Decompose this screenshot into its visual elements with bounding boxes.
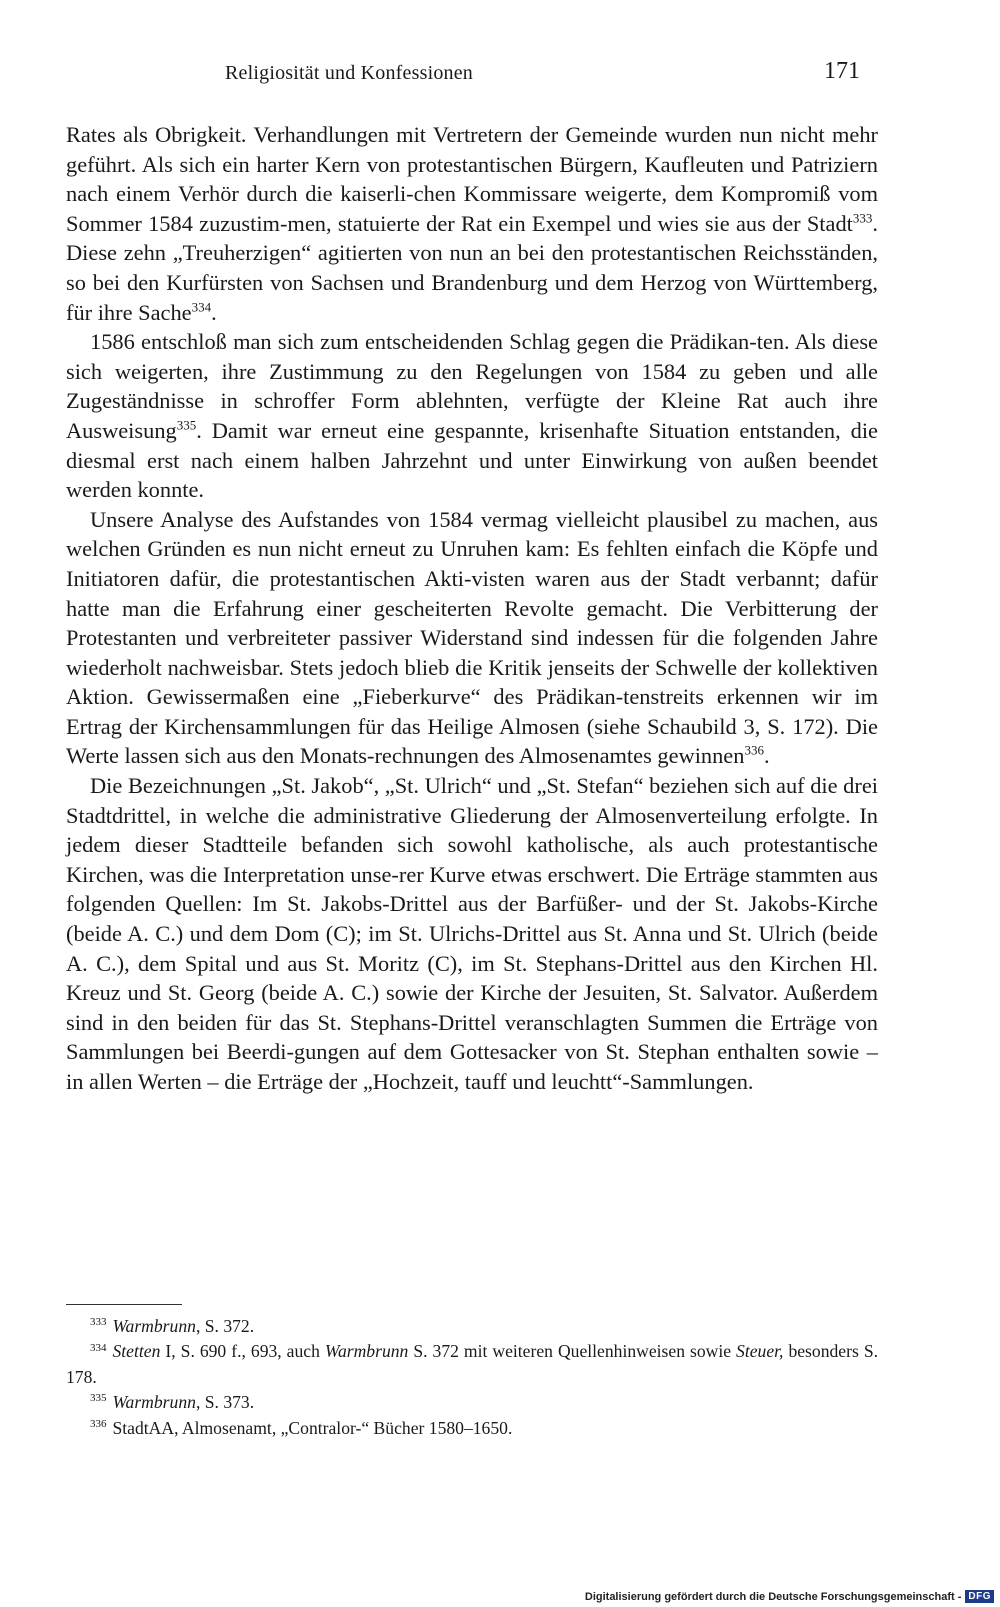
footnote-text: besonders S. 178. — [66, 1341, 879, 1387]
running-title: Religiosität und Konfessionen — [225, 62, 473, 84]
footnote-ref: 336 — [744, 743, 764, 758]
footnote-author: Steuer, — [736, 1341, 784, 1362]
footnote — [66, 1314, 878, 1339]
paragraph-text: Rates als Obrigkeit. Verhandlungen mit Vertretern der Gemeinde wurden nun nicht mehr geführt. Als sich ein harter Kern von protestantischen Bürgern, Kaufleuten und Patriziern nach einem Verhör durch die kaiserli-chen Kommissare weigerte, dem Kompromiß vom Sommer 1584 zuzustim-men, statuierte der Rat ein Exempel und wies sie aus der Stadt — [66, 122, 878, 236]
paragraph — [66, 120, 878, 327]
footnote-text: StadtAA, Almosenamt, „Contralor-“ Bücher 1580–1650. — [112, 1417, 513, 1438]
dfg-logo-icon: DFG — [965, 1590, 994, 1603]
footnote-ref: 334 — [191, 299, 212, 315]
paragraph — [66, 327, 878, 505]
footnote-ref: 333 — [852, 210, 873, 226]
footnote-separator — [66, 1304, 182, 1305]
footnote-number: 336 — [90, 1417, 107, 1430]
body-text — [66, 120, 878, 1097]
footnote-text: , S. 373. — [195, 1392, 255, 1413]
footnote-text: S. 372 mit weiteren Quellenhinweisen sowie — [408, 1341, 737, 1362]
footnotes — [66, 1314, 878, 1441]
footnote-author: Warmbrunn — [112, 1316, 196, 1336]
paragraph — [66, 771, 878, 1097]
footnote-number: 335 — [90, 1392, 107, 1405]
footnote-author: Warmbrunn — [324, 1341, 409, 1362]
paragraph — [66, 505, 878, 771]
paragraph-text: Die Bezeichnungen „St. Jakob“, „St. Ulrich“ und „St. Stefan“ beziehen sich auf die drei Stadtdrittel, in welche die administrative Gliederung der Almosenverteilung erfolgte. In jedem dieser Stadtteile befanden sich sowohl katholische, als auch protestantische Kirchen, was die Interpretation unse-rer Kurve etwas erschwert. Die Erträge stammten aus folgenden Quellen: Im St. Jakobs-Drittel aus der Barfüßer- und der St. Jakobs-Kirche (beide A. C.) und dem Dom (C); im St. Ulrichs-Drittel aus St. Anna und St. Ulrich (beide A. C.), dem Spital und aus St. Moritz (C), im St. Stephans-Drittel aus den Kirchen Hl. Kreuz und St. Georg (beide A. C.) sowie der Kirche der Jesuiten, St. Salvator. Außerdem sind in den beiden für das St. Stephans-Drittel veranschlagten Summen die Erträge von Sammlungen bei Beerdi-gungen auf dem Gottesacker von St. Stephan enthalten sowie – in allen Werten – die Erträge der „Hochzeit, tauff und leuchtt“-Sammlungen. — [66, 773, 878, 1094]
paragraph-text: . — [211, 299, 217, 325]
footnote — [66, 1339, 878, 1390]
paragraph-text: . Diese zehn „Treuherzigen“ agitierten von nun an bei den protestantischen Reichsständen, so bei den Kurfürsten von Sachsen und Brandenburg und dem Herzog von Württemberg, für ihre Sache — [66, 210, 878, 325]
paragraph-text: . — [763, 743, 770, 769]
footnote-text: , S. 372. — [195, 1316, 255, 1336]
paragraph-text: 1586 entschloß man sich zum entscheidenden Schlag gegen die Prädikan-ten. Als diese sich weigerten, ihre Zustimmung zu den Regelungen von 1584 zu geben und alle Zugeständnisse in schroffer Form ablehnten, verfügte der Kleine Rat auch ihre Ausweisung — [66, 329, 878, 443]
page-number: 171 — [824, 58, 860, 84]
footnote — [66, 1390, 878, 1415]
footnote-author: Warmbrunn — [112, 1392, 196, 1413]
footnote — [66, 1416, 878, 1441]
footnote-number: 333 — [90, 1316, 107, 1329]
digitization-note: Digitalisierung gefördert durch die Deutsche Forschungsgemeinschaft - — [584, 1590, 962, 1603]
paragraph-text: . Damit war erneut eine gespannte, krisenhafte Situation entstanden, die diesmal erst nach einem halben Jahrzehnt und unter Einwirkung von außen beendet werden konnte. — [66, 417, 878, 503]
footnote-author: Stetten — [112, 1341, 161, 1362]
paragraph-text: Unsere Analyse des Aufstandes von 1584 vermag vielleicht plausibel zu machen, aus welchen Gründen es nun nicht erneut zu Unruhen kam: Es fehlten einfach die Köpfe und Initiatoren dafür, die protestantischen Akti-visten waren aus der Stadt verbannt; dafür hatte man die Erfahrung einer gescheiterten Revolte gemacht. Die Verbitterung der Protestanten und verbreiteter passiver Widerstand sind indessen für die folgenden Jahre wiederholt nachweisbar. Stets jedoch blieb die Kritik jenseits der Schwelle der kollektiven Aktion. Gewissermaßen eine „Fieberkurve“ des Prädikan-tenstreits erkennen wir im Ertrag der Kirchensammlungen für das Heilige Almosen (siehe Schaubild 3, S. 172). Die Werte lassen sich aus den Monats-rechnungen des Almosenamtes gewinnen — [66, 506, 878, 769]
footnote-ref: 335 — [176, 417, 197, 433]
footnote-text: I, S. 690 f., 693, auch — [160, 1341, 325, 1362]
footnote-number: 334 — [90, 1341, 107, 1354]
digitization-credit — [585, 1590, 994, 1603]
